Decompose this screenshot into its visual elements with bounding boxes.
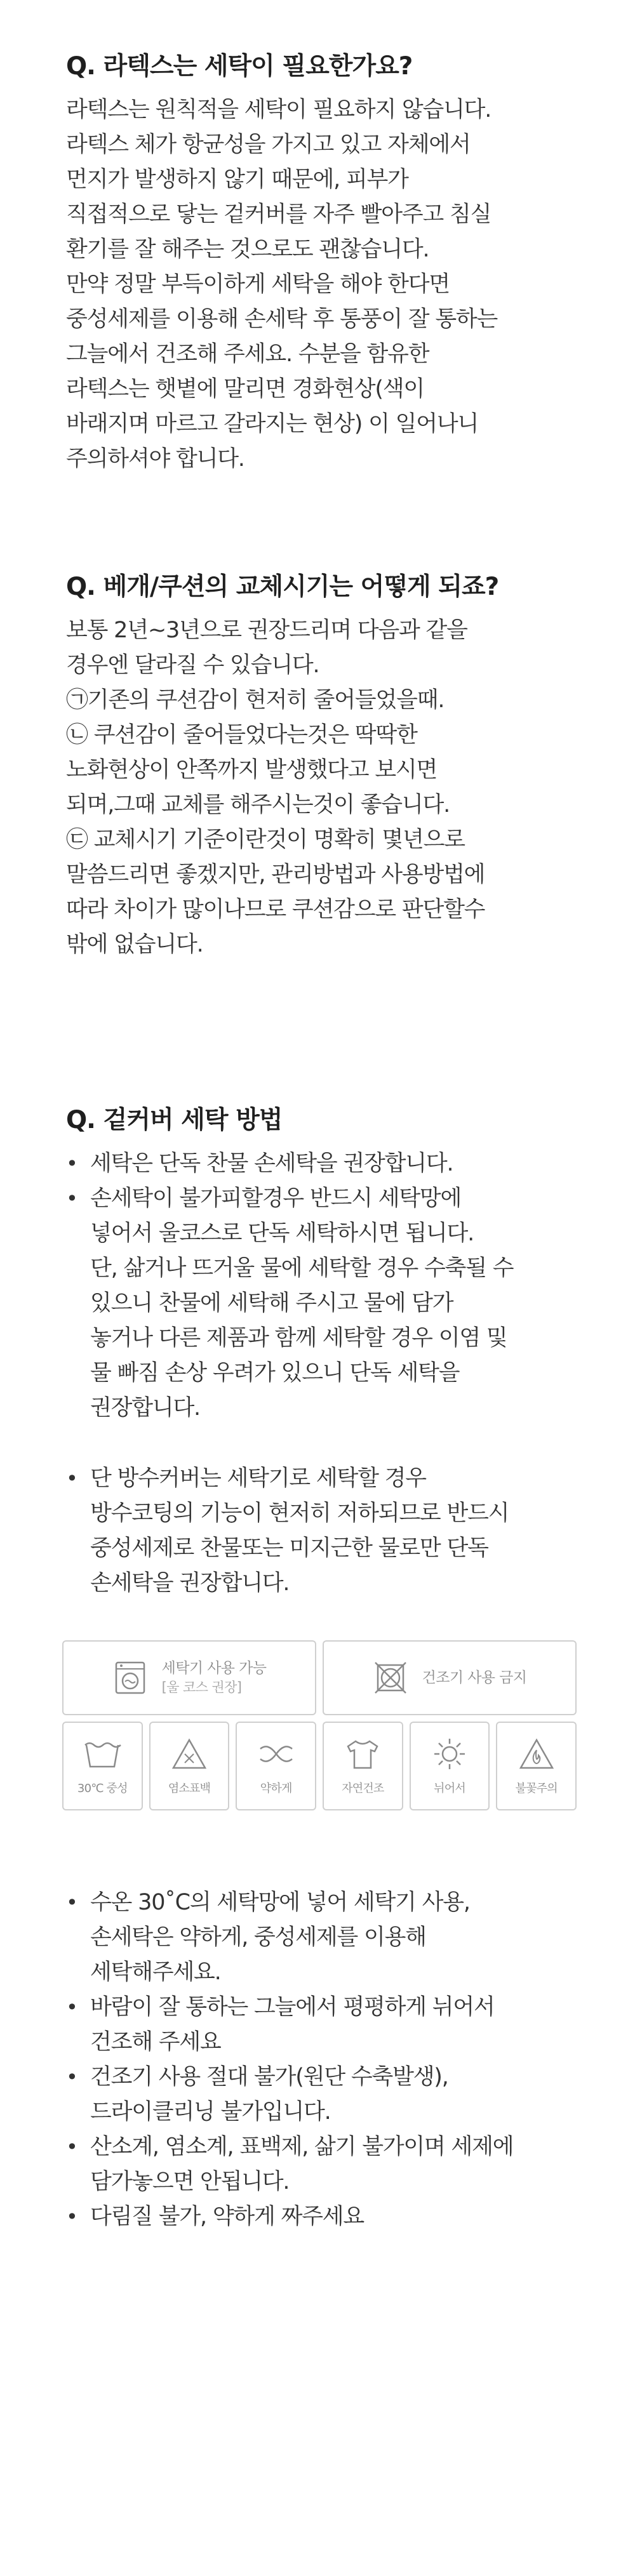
answer-line: 되며,그때 교체를 해주시는것이 좋습니다. [66,792,450,818]
bullet-line: 건조해 주세요 [90,2029,221,2055]
washing-bullet-list [66,1146,579,1601]
bullet-line: • 산소계, 염소계, 표백제, 삶기 불가이며 세제에 [90,2134,514,2160]
answer-line: 따라 차이가 많이나므로 쿠션감으로 판단할수 [66,897,485,922]
bullet-line: 세탁해주세요. [90,1960,221,1985]
wash-30c-icon [83,1736,122,1772]
answer-line: 만약 정말 부득이하게 세탁을 해야 한다면 [66,272,450,297]
care-symbol-gentle [236,1722,316,1810]
bullet-line: • 다림질 불가, 약하게 짜주세요 [90,2204,364,2229]
list-item [66,1146,579,1181]
list-item [66,1461,579,1601]
answer-line: 주의하셔야 합니다. [66,446,244,472]
care-symbol-natural-dry [323,1722,403,1810]
bullet-line: • 건조기 사용 절대 불가(원단 수축발생), [90,2064,448,2090]
washer-allowed-subtext: [울 코스 권장] [161,1680,242,1695]
answer-line: 바래지며 마르고 갈라지는 현상) 이 일어나니 [66,411,479,437]
answer-line: 경우엔 달라질 수 있습니다. [66,653,319,678]
answer-line: 중성세제를 이용해 손세탁 후 통풍이 잘 통하는 [66,307,498,332]
list-item [66,1990,579,2060]
answer-line: 노화현상이 안쪽까지 발생했다고 보시면 [66,757,438,783]
question-title: Q. 겉커버 세탁 방법 [66,1106,283,1134]
washer-allowed-text: 세탁기 사용 가능 [161,1660,267,1676]
washer-allowed-label [62,1640,316,1715]
care-symbol-label: 30℃ 중성 [77,1782,128,1795]
bullet-line: 넣어서 울코스로 단독 세탁하시면 됩니다. [90,1221,474,1246]
question-title: Q. 라텍스는 세탁이 필요한가요? [66,52,413,81]
answer-line: 먼지가 발생하지 않기 때문에, 피부가 [66,167,408,192]
bullet-line: 놓거나 다른 제품과 함께 세탁할 경우 이염 및 [90,1325,507,1351]
faq-laundry-need [66,50,579,570]
list-item [66,2130,579,2200]
answer-line: 밖에 없습니다. [66,932,203,957]
answer-text [66,93,579,477]
answer-line: 라텍스는 햇볕에 말리면 경화현상(색이 [66,376,424,402]
dryer-prohibited-label [323,1640,577,1715]
answer-line: ㉠기존의 쿠션감이 현저히 줄어들었을때. [66,687,444,713]
list-item [66,1885,579,1990]
no-tumble-dry-icon [373,1660,408,1696]
bullet-line: 방수코팅의 기능이 현저히 저하되므로 반드시 [90,1501,509,1526]
answer-line: 그늘에서 건조해 주세요. 수분을 함유한 [66,342,429,367]
question-title: Q. 베개/쿠션의 교체시기는 어떻게 되죠? [66,573,499,601]
list-item [66,2060,579,2130]
care-symbol-label: 약하게 [260,1782,292,1795]
care-symbol-bleach [149,1722,230,1810]
bullet-line: 중성세제로 찬물또는 미지근한 물로만 단독 [90,1536,488,1561]
bullet-line: 물 빠짐 손상 우려가 있으니 단독 세탁을 [90,1360,460,1386]
answer-line: ㉢ 교체시기 기준이란것이 명확히 몇년으로 [66,827,465,853]
bleach-triangle-icon [170,1736,209,1772]
dryer-prohibited-text: 건조기 사용 금지 [422,1670,527,1686]
answer-line: 직접적으로 닿는 겉커버를 자주 빨아주고 침실 [66,202,491,227]
bullet-line: 드라이클리닝 불가입니다. [90,2099,331,2125]
care-symbol-flat-dry [410,1722,490,1810]
bullet-line: 손세탁은 약하게, 중성세제를 이용해 [90,1925,426,1950]
bullet-line: 단, 삶거나 뜨거울 물에 세탁할 경우 수축될 수 [90,1256,514,1281]
answer-line: 말씀드리면 좋겠지만, 관리방법과 사용방법에 [66,862,485,887]
care-instruction-list [66,1885,579,2234]
washing-machine-icon [112,1660,148,1696]
bullet-line: • 단 방수커버는 세탁기로 세탁할 경우 [90,1466,426,1491]
faq-replacement-period [66,570,579,1103]
bullet-line: 담가놓으면 안됩니다. [90,2169,290,2194]
answer-line: 라텍스 체가 항균성을 가지고 있고 자체에서 [66,132,471,157]
wring-gently-icon [257,1736,296,1772]
flame-warning-icon [517,1736,556,1772]
care-symbol-30c [62,1722,143,1810]
care-symbol-label: 뉘어서 [434,1782,465,1795]
care-symbol-label: 자연건조 [342,1782,384,1795]
list-item [66,2200,579,2234]
bullet-line: • 수온 30˚C의 세탁망에 넣어 세탁기 사용, [90,1890,470,1915]
spacer [66,1426,579,1461]
bullet-line: 권장합니다. [90,1395,200,1421]
answer-line: ㉡ 쿠션감이 줄어들었다는것은 딱딱한 [66,722,417,748]
answer-text [66,613,579,962]
care-label-panel [62,1640,577,1810]
bullet-line: 손세탁을 권장합니다. [90,1570,290,1596]
sun-icon [430,1736,469,1772]
bullet-line: • 손세탁이 불가피할경우 반드시 세탁망에 [90,1186,462,1211]
shirt-hanger-icon [343,1736,382,1772]
care-symbol-flame [496,1722,577,1810]
bullet-line: 있으니 찬물에 세탁해 주시고 물에 담가 [90,1291,453,1316]
answer-line: 보통 2년~3년으로 권장드리며 다음과 같을 [66,618,467,643]
care-symbol-label: 불꽃주의 [515,1782,558,1795]
bullet-line: • 세탁은 단독 찬물 손세탁을 권장합니다. [90,1151,453,1176]
faq-cover-washing [66,1103,579,2234]
answer-line: 환기를 잘 해주는 것으로도 괜찮습니다. [66,237,429,262]
bullet-line: • 바람이 잘 통하는 그늘에서 평평하게 뉘어서 [90,1995,495,2020]
answer-line: 라텍스는 원칙적을 세탁이 필요하지 않습니다. [66,97,491,123]
list-item [66,1181,579,1426]
care-symbol-label: 염소표백 [168,1782,211,1795]
